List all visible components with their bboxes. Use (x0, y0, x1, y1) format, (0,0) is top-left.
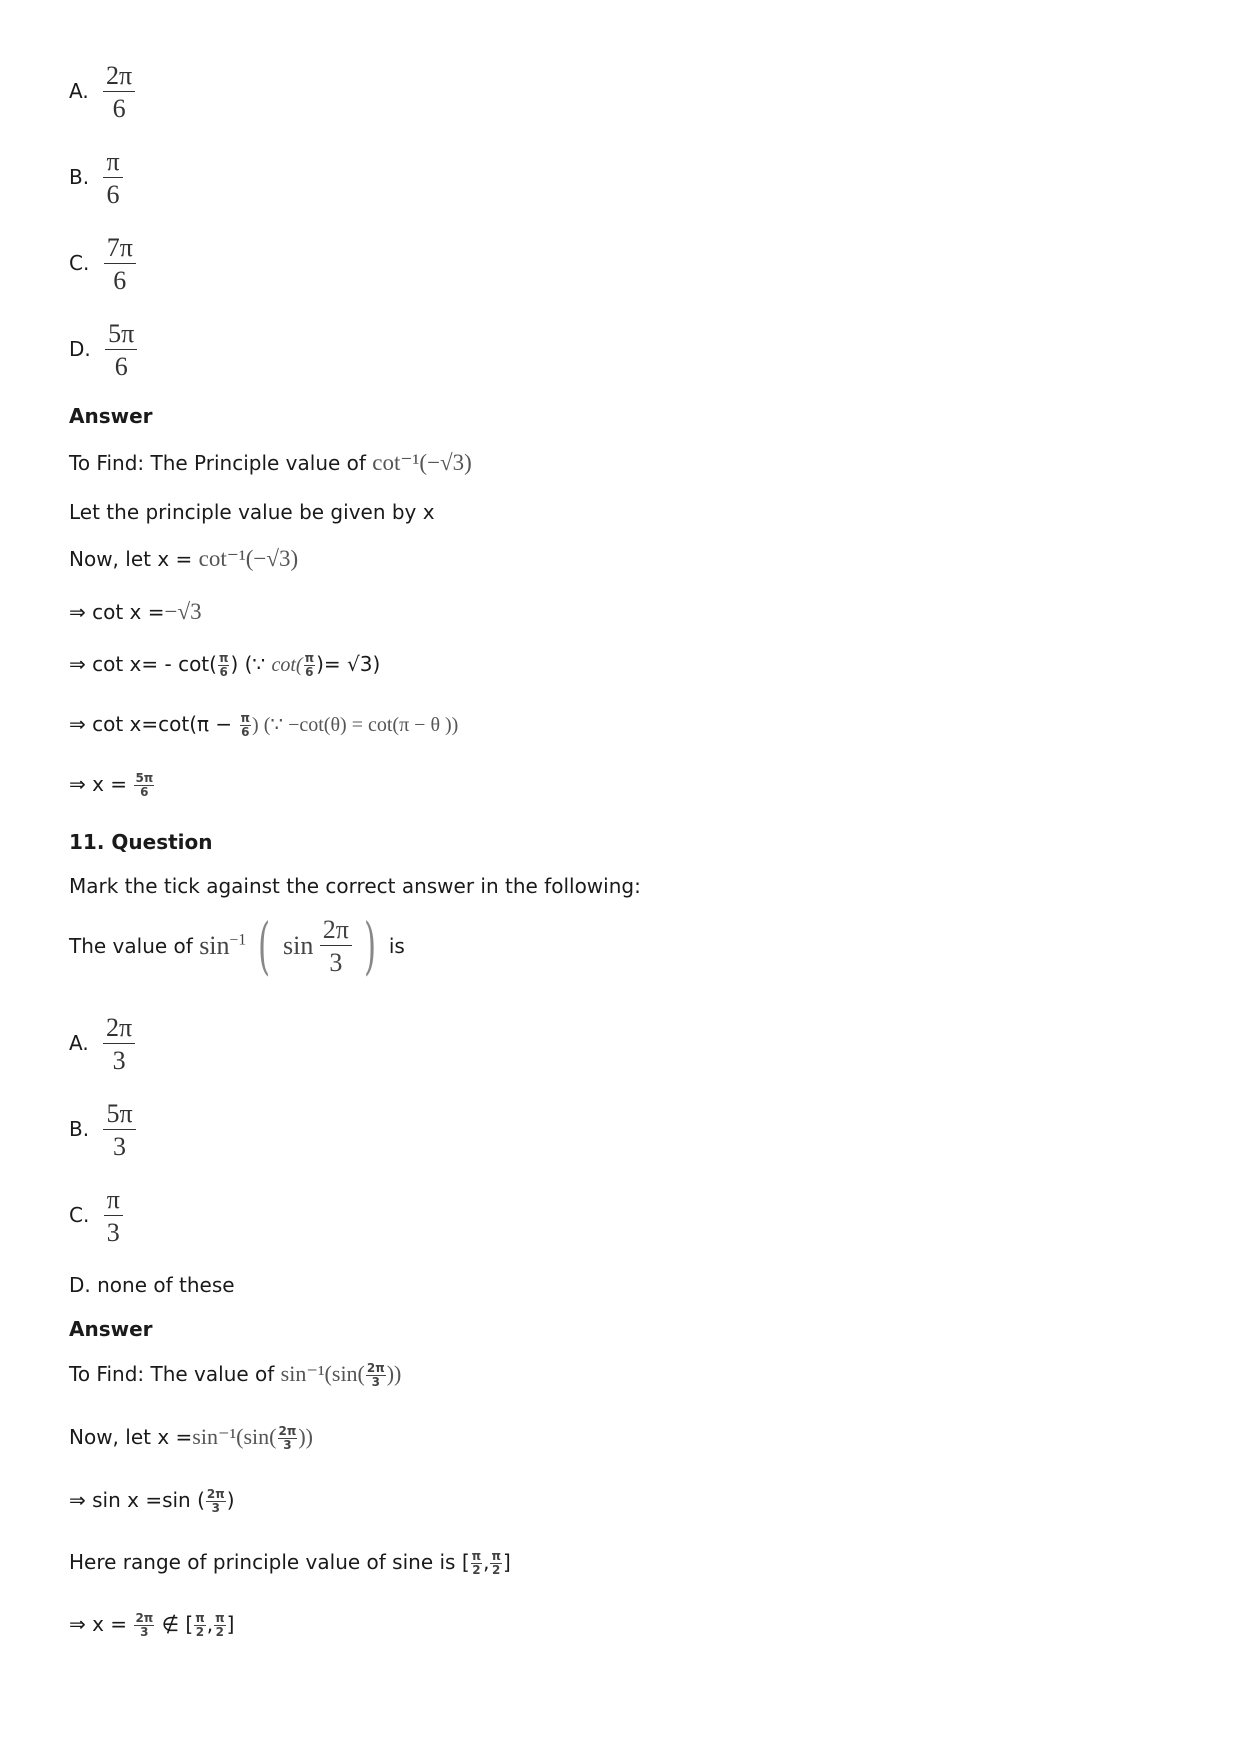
q11-now-line: Now, let x =sin⁻¹(sin( $\frac{2\pi}{3}$ )) (69, 1424, 313, 1453)
fraction: $\frac{5\pi}{6}$ (135, 771, 154, 800)
q11-step-1: ⇒ sin x =sin ( $\frac{2\pi}{3}$ ) (69, 1487, 235, 1516)
fraction: $\frac{2\pi}{3}$ (135, 1611, 154, 1640)
fraction: $\frac{\pi}{6}$ (304, 651, 315, 680)
fraction: $\frac{\pi}{2}$ (471, 1549, 482, 1578)
fraction: $\frac{2\pi}{6}$ (103, 62, 135, 123)
q11-to-find: To Find: The value of sin⁻¹(sin( $\frac{2\pi}{3}$ )) (69, 1361, 402, 1390)
fraction: $\frac{\pi}{2}$ (491, 1549, 501, 1578)
q10-answer-heading: Answer (69, 404, 153, 428)
q11-option-c: C. $\frac{\pi}{3}$ (69, 1186, 123, 1247)
fraction: $\frac{\pi}{2}$ (215, 1611, 225, 1640)
q11-answer-heading: Answer (69, 1317, 153, 1341)
fraction: $\frac{\pi}{6}$ (218, 651, 229, 680)
fraction: $\frac{2\pi}{3}$ (320, 916, 352, 977)
fraction: $\frac{2\pi}{3}$ (103, 1014, 135, 1075)
q11-instruction: Mark the tick against the correct answer in the following: (69, 874, 641, 898)
q11-option-a: A. $\frac{2\pi}{3}$ (69, 1014, 135, 1075)
q10-now-line: Now, let x = cot⁻¹(−√3) (69, 546, 299, 571)
q10-option-c: C. $\frac{7\pi}{6}$ (69, 234, 136, 295)
q11-heading: 11. Question (69, 830, 213, 854)
q10-option-a: A. $\frac{2\pi}{6}$ (69, 62, 135, 123)
fraction: $\frac{\pi}{3}$ (104, 1186, 123, 1247)
q10-step-4: ⇒ x = $\frac{5\pi}{6}$ (69, 771, 154, 800)
fraction: $\frac{7\pi}{6}$ (104, 234, 136, 295)
q10-step-3: ⇒ cot x=cot(π − $\frac{\pi}{6}$ ) (∵ −cot(θ) = cot(π − θ )) (69, 711, 459, 740)
q11-range-line: Here range of principle value of sine is [ $\frac{\pi}{2}$ , $\frac{\pi}{2}$ ] (69, 1549, 511, 1578)
q10-to-find: To Find: The Principle value of cot⁻¹(−√3) (69, 450, 472, 475)
fraction: $\frac{2\pi}{3}$ (206, 1487, 225, 1516)
q10-option-b: B. $\frac{\pi}{6}$ (69, 148, 123, 209)
q10-step-1: ⇒ cot x =−√3 (69, 599, 202, 624)
q10-step-2: ⇒ cot x= - cot( $\frac{\pi}{6}$ ) (∵ cot( $\frac{\pi}{6}$ )= √3) (69, 651, 381, 680)
fraction: $\frac{5\pi}{3}$ (103, 1100, 135, 1161)
fraction: $\frac{5\pi}{6}$ (105, 320, 137, 381)
fraction: $\frac{2\pi}{3}$ (366, 1361, 385, 1390)
q11-statement: The value of $\sin^{-1}$ ( sin $\frac{2\pi}{3}$ ) is (69, 909, 405, 982)
fraction: $\frac{\pi}{2}$ (195, 1611, 205, 1640)
q11-step-2: ⇒ x = $\frac{2\pi}{3}$ ∉ [ $\frac{\pi}{2}$ , $\frac{\pi}{2}$ ] (69, 1611, 235, 1640)
q11-option-b: B. $\frac{5\pi}{3}$ (69, 1100, 136, 1161)
q11-option-d: D. none of these (69, 1273, 235, 1297)
left-paren: ( (258, 909, 271, 982)
right-paren: ) (364, 909, 377, 982)
fraction: $\frac{2\pi}{3}$ (278, 1424, 297, 1453)
fraction: $\frac{\pi}{6}$ (240, 711, 251, 740)
q10-option-d: D. $\frac{5\pi}{6}$ (69, 320, 137, 381)
fraction: $\frac{\pi}{6}$ (103, 148, 122, 209)
q10-let-line: Let the principle value be given by x (69, 500, 435, 524)
